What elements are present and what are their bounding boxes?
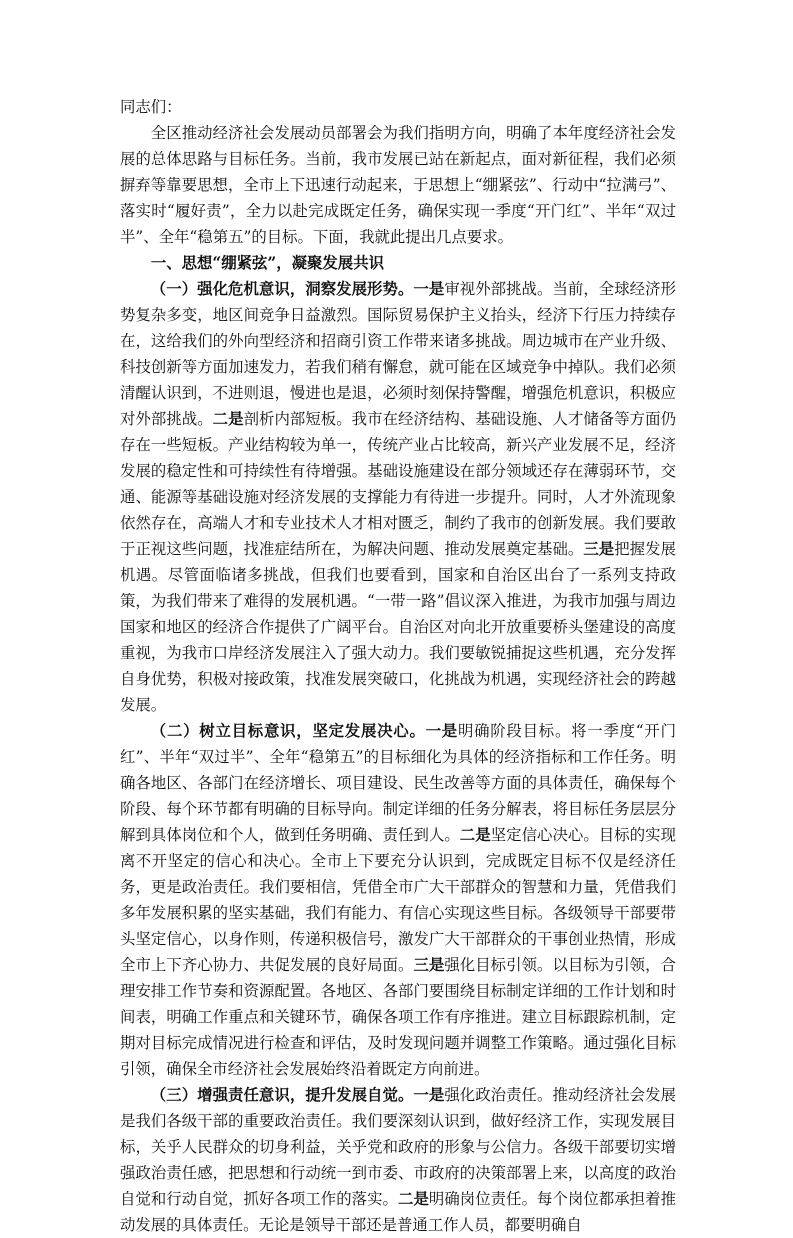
paragraph-goal-awareness [120, 718, 676, 1082]
document-body [120, 94, 676, 1238]
point-text: 强化目标引领。以目标为引领，合理安排工作节奏和资源配置。各地区、各部门要围绕目标制定详细的工作计划和时间表，明确工作重点和关键环节，确保各项工作有序推进。建立目标跟踪机制，定期对目标完成情况进行检查和评估，及时发现问题并调整工作策略。通过强化目标引领，确保全市经济社会发展始终沿着既定方向前进。 [120, 956, 676, 1078]
point-text: 明确阶段目标。将一季度“开门红”、半年“双过半”、全年“稳第五”的目标细化为具体的经济指标和工作任务。明确各地区、各部门在经济增长、项目建设、民生改善等方面的具体责任，确保每个阶段、每个环节都有明确的目标导向。制定详细的任务分解表，将目标任务层层分解到具体岗位和个人，做到任务明确、责任到人。 [120, 722, 676, 844]
point-marker: 二是 [398, 1190, 429, 1208]
point-marker: 一是 [425, 722, 458, 740]
paragraph-responsibility-awareness [120, 1082, 676, 1238]
paragraph-crisis-awareness [120, 276, 676, 718]
point-text: 明确岗位责任。每个岗位都承担着推动发展的具体责任。无论是领导干部还是普通工作人员，都要明确自 [120, 1190, 676, 1234]
subsection-heading-3: （三）增强责任意识，提升发展自觉。 [150, 1086, 414, 1104]
point-marker: 一是 [413, 1086, 445, 1104]
subsection-heading-1: （一）强化危机意识，洞察发展形势。 [150, 280, 414, 298]
point-text: 把握发展机遇。尽管面临诸多挑战，但我们也要看到，国家和自治区出台了一系列支持政策，为我们带来了难得的发展机遇。“一带一路”倡议深入推进，为我市加强与周边国家和地区的经济合作提供了广阔平台。自治区对向北开放重要桥头堡建设的高度重视，为我市口岸经济发展注入了强大动力。我们要敏锐捕捉这些机遇，充分发挥自身优势，积极对接政策，找准发展突破口，化挑战为机遇，实现经济社会的跨越发展。 [120, 540, 676, 714]
point-marker: 三是 [583, 540, 615, 558]
subsection-heading-2: （二）树立目标意识，坚定发展决心。 [150, 722, 426, 740]
section-heading-1: 一、思想“绷紧弦”，凝聚发展共识 [150, 254, 384, 272]
intro-paragraph: 全区推动经济社会发展动员部署会为我们指明方向，明确了本年度经济社会发展的总体思路与目标任务。当前，我市发展已站在新起点，面对新征程，我们必须摒弃等靠要思想，全市上下迅速行动起来，于思想上“绷紧弦”、行动中“拉满弓”、落实时“履好责”，全力以赴完成既定任务，确保实现一季度“开门红”、半年“双过半”、全年“稳第五”的目标。下面，我就此提出几点要求。 [120, 124, 676, 246]
point-text: 审视外部挑战。当前，全球经济形势复杂多变，地区间竞争日益激烈。国际贸易保护主义抬头，经济下行压力持续存在，这给我们的外向型经济和招商引资工作带来诸多挑战。周边城市在产业升级、科技创新等方面加速发力，若我们稍有懈怠，就可能在区域竞争中掉队。我们必须清醒认识到，不进则退，慢进也是退，必须时刻保持警醒，增强危机意识，积极应对外部挑战。 [120, 280, 676, 428]
point-marker: 三是 [413, 956, 445, 974]
point-marker: 一是 [413, 280, 445, 298]
salutation: 同志们： [120, 98, 182, 116]
point-marker: 二是 [459, 826, 491, 844]
point-text: 坚定信心决心。目标的实现离不开坚定的信心和决心。全市上下要充分认识到，完成既定目标不仅是经济任务，更是政治责任。我们要相信，凭借全市广大干部群众的智慧和力量，凭借我们多年发展积累的坚实基础，我们有能力、有信心实现这些目标。各级领导干部要带头坚定信心，以身作则，传递积极信号，激发广大干部群众的干事创业热情，形成全市上下齐心协力、共促发展的良好局面。 [120, 826, 676, 974]
point-text: 强化政治责任。推动经济社会发展是我们各级干部的重要政治责任。我们要深刻认识到，做好经济工作，实现发展目标，关乎人民群众的切身利益，关乎党和政府的形象与公信力。各级干部要切实增强政治责任感，把思想和行动统一到市委、市政府的决策部署上来，以高度的政治自觉和行动自觉，抓好各项工作的落实。 [120, 1086, 676, 1208]
point-marker: 二是 [212, 410, 244, 428]
point-text: 剖析内部短板。我市在经济结构、基础设施、人才储备等方面仍存在一些短板。产业结构较为单一，传统产业占比较高，新兴产业发展不足，经济发展的稳定性和可持续性有待增强。基础设施建设在部分领域还存在薄弱环节，交通、能源等基础设施对经济发展的支撑能力有待进一步提升。同时，人才外流现象依然存在，高端人才和专业技术人才相对匮乏，制约了我市的创新发展。我们要敢于正视这些问题，找准症结所在，为解决问题、推动发展奠定基础。 [120, 410, 676, 558]
